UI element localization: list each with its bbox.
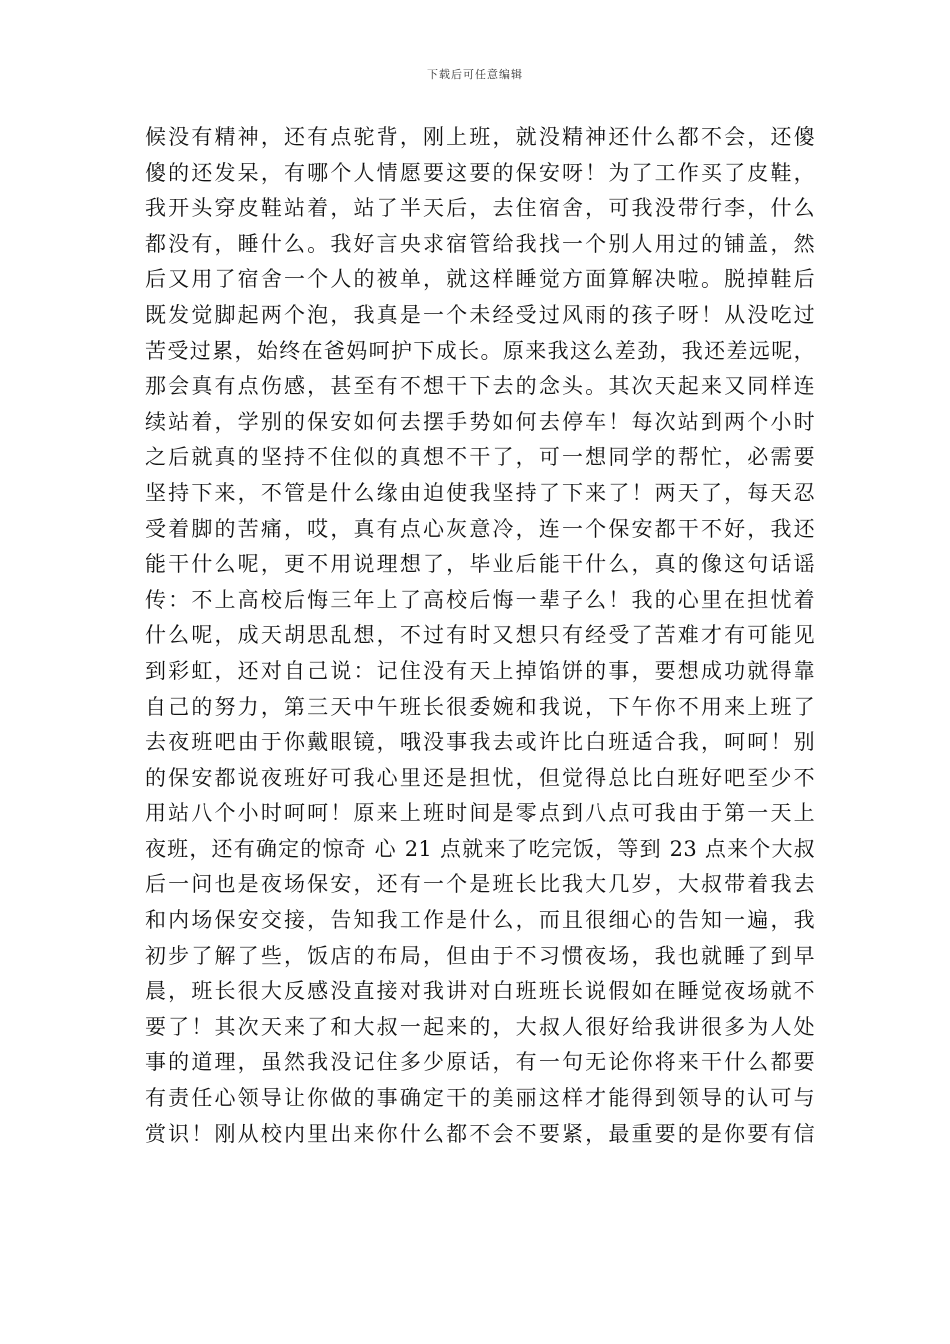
text-line: 苦受过累，始终在爸妈呵护下成长。原来我这么差劲，我还差远呢，	[145, 338, 815, 363]
text-line: 都没有，睡什么。我好言央求宿管给我找一个别人用过的铺盖，然	[145, 231, 815, 256]
text-line: 晨，班长很大反感没直接对我讲对白班班长说假如在睡觉夜场就不	[145, 979, 815, 1004]
text-line: 和内场保安交接，告知我工作是什么，而且很细心的告知一遍，我	[145, 908, 815, 933]
page-header: 下载后可任意编辑	[427, 68, 523, 81]
text-line: 事的道理，虽然我没记住多少原话，有一句无论你将来干什么都要	[145, 1050, 815, 1075]
text-line: 后又用了宿舍一个人的被单，就这样睡觉方面算解决啦。脱掉鞋后	[145, 267, 815, 292]
text-line: 什么呢，成天胡思乱想，不过有时又想只有经受了苦难才有可能见	[145, 623, 815, 648]
text-line: 傻的还发呆，有哪个人情愿要这要的保安呀！为了工作买了皮鞋，	[145, 160, 815, 185]
text-line: 传：不上高校后悔三年上了高校后悔一辈子么！我的心里在担忧着	[145, 587, 815, 612]
text-line: 要了！其次天来了和大叔一起来的，大叔人很好给我讲很多为人处	[145, 1014, 815, 1039]
body-text	[145, 120, 815, 1152]
text-line: 既发觉脚起两个泡，我真是一个未经受过风雨的孩子呀！从没吃过	[145, 302, 815, 327]
text-line: 能干什么呢，更不用说理想了，毕业后能干什么，真的像这句话谣	[145, 552, 815, 577]
text-line: 我开头穿皮鞋站着，站了半天后，去住宿舍，可我没带行李，什么	[145, 196, 815, 221]
text-line: 坚持下来，不管是什么缘由迫使我坚持了下来了！两天了，每天忍	[145, 480, 815, 505]
text-line: 受着脚的苦痛，哎，真有点心灰意冷，连一个保安都干不好，我还	[145, 516, 815, 541]
text-line: 到彩虹，还对自己说：记住没有天上掉馅饼的事，要想成功就得靠	[145, 658, 815, 683]
text-line: 夜班，还有确定的惊奇 心 21 点就来了吃完饭，等到 23 点来个大叔	[145, 836, 815, 861]
text-line: 自己的努力，第三天中午班长很委婉和我说，下午你不用来上班了	[145, 694, 815, 719]
text-line: 之后就真的坚持不住似的真想不干了，可一想同学的帮忙，必需要	[145, 445, 815, 470]
text-line: 后一问也是夜场保安，还有一个是班长比我大几岁，大叔带着我去	[145, 872, 815, 897]
text-line: 赏识！刚从校内里出来你什么都不会不要紧，最重要的是你要有信	[145, 1121, 815, 1146]
text-line: 初步了解了些，饭店的布局，但由于不习惯夜场，我也就睡了到早	[145, 943, 815, 968]
text-line: 候没有精神，还有点驼背，刚上班，就没精神还什么都不会，还傻	[145, 125, 815, 149]
text-line: 去夜班吧由于你戴眼镜，哦没事我去或许比白班适合我，呵呵！别	[145, 730, 815, 755]
text-line: 用站八个小时呵呵！原来上班时间是零点到八点可我由于第一天上	[145, 801, 815, 826]
text-line: 那会真有点伤感，甚至有不想干下去的念头。其次天起来又同样连	[145, 374, 815, 399]
text-line: 有责任心领导让你做的事确定干的美丽这样才能得到领导的认可与	[145, 1086, 815, 1111]
text-line: 续站着，学别的保安如何去摆手势如何去停车！每次站到两个小时	[145, 409, 815, 434]
text-line: 的保安都说夜班好可我心里还是担忧，但觉得总比白班好吧至少不	[145, 765, 815, 790]
